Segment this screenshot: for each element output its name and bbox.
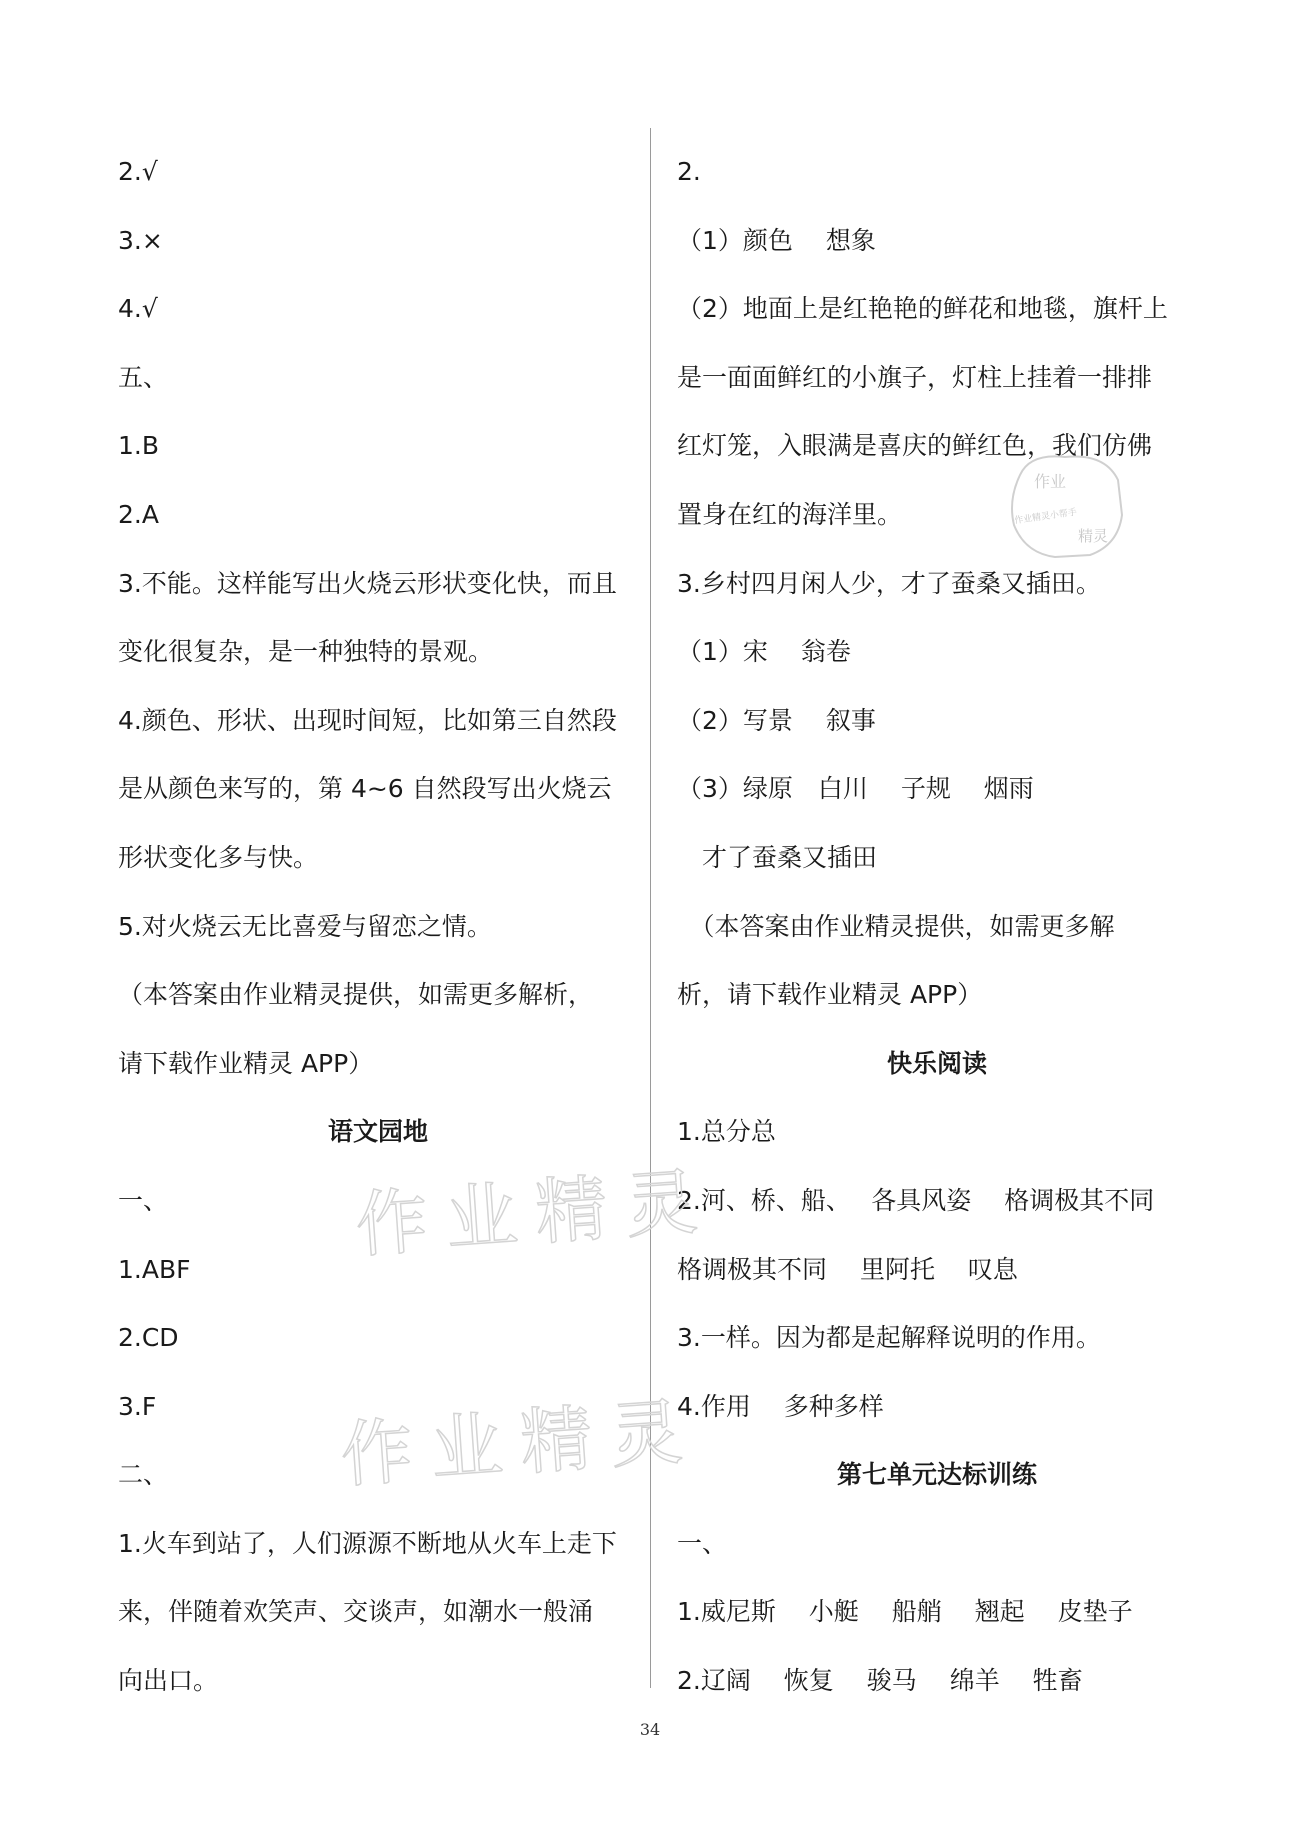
page-number: 34 xyxy=(639,1720,661,1739)
answer-line: 2.辽阔 恢复 骏马 绵羊 牲畜 xyxy=(677,1666,1083,1696)
answer-line: 2.√ xyxy=(118,157,158,186)
answer-line: 形状变化多与快。 xyxy=(118,842,319,872)
svg-text:精灵: 精灵 xyxy=(1078,527,1109,545)
answer-line: 1.ABF xyxy=(118,1254,191,1284)
answer-line: 4.颜色、形状、出现时间短，比如第三自然段 xyxy=(118,705,617,735)
svg-text:作业精灵小帮手: 作业精灵小帮手 xyxy=(1013,507,1078,527)
answer-line: 5.对火烧云无比喜爱与留恋之情。 xyxy=(118,911,492,941)
answer-line: （1）颜色 想象 xyxy=(677,225,876,255)
answer-line: 一、 xyxy=(677,1528,728,1558)
watermark-text: 作业精灵 xyxy=(352,1158,718,1268)
answer-line: 是从颜色来写的，第 4~6 自然段写出火烧云 xyxy=(118,774,612,804)
answer-line: 来，伴随着欢笑声、交谈声，如潮水一般涌 xyxy=(118,1597,594,1627)
answer-line: 4.√ xyxy=(118,294,158,324)
answer-line: （2）写景 叙事 xyxy=(677,705,876,735)
answer-line: 3.F xyxy=(118,1391,157,1421)
answer-line: （2）地面上是红艳艳的鲜花和地毯，旗杆上 xyxy=(677,294,1168,324)
answer-line: 置身在红的海洋里。 xyxy=(677,499,903,529)
answer-line: 二、 xyxy=(118,1460,169,1490)
answer-line: 红灯笼，入眼满是喜庆的鲜红色，我们仿佛 xyxy=(677,431,1153,461)
svg-text:作业: 作业 xyxy=(1034,472,1067,491)
column-divider xyxy=(650,128,651,1688)
answer-line: （本答案由作业精灵提供，如需更多解析， xyxy=(118,980,594,1010)
answer-line: 一、 xyxy=(118,1185,169,1215)
answer-line: （1）宋 翁卷 xyxy=(677,637,851,667)
answer-line: 3.一样。因为都是起解释说明的作用。 xyxy=(677,1323,1101,1353)
answer-line: 1.火车到站了，人们源源不断地从火车上走下 xyxy=(118,1528,617,1558)
answer-line: 五、 xyxy=(118,362,169,392)
answer-line: 2.A xyxy=(118,499,159,529)
answer-line: 3.不能。这样能写出火烧云形状变化快，而且 xyxy=(118,568,617,598)
answer-line: 1.威尼斯 小艇 船艄 翘起 皮垫子 xyxy=(677,1597,1133,1627)
answer-line: 向出口。 xyxy=(118,1666,219,1696)
answer-line: （3）绿原 白川 子规 烟雨 xyxy=(677,774,1034,804)
answer-line: 2.河、桥、船、 各具风姿 格调极其不同 xyxy=(677,1185,1155,1215)
watermark-text: 作业精灵 xyxy=(337,1388,703,1498)
answer-line: 3.乡村四月闲人少，才了蚕桑又插田。 xyxy=(677,568,1101,598)
section-heading: 语文园地 xyxy=(327,1117,428,1147)
answer-line: 1.总分总 xyxy=(677,1117,776,1147)
left-column xyxy=(118,138,638,1716)
answer-line: 变化很复杂，是一种独特的景观。 xyxy=(118,637,494,667)
answer-line: 4.作用 多种多样 xyxy=(677,1391,884,1421)
answer-line: 才了蚕桑又插田 xyxy=(677,842,878,872)
answer-line: 2. xyxy=(677,157,701,186)
answer-line: 析，请下载作业精灵 APP） xyxy=(677,980,983,1010)
answer-line: 3.× xyxy=(118,225,163,255)
section-heading: 快乐阅读 xyxy=(886,1048,987,1078)
answer-line: 请下载作业精灵 APP） xyxy=(118,1048,374,1078)
section-heading: 第七单元达标训练 xyxy=(836,1460,1037,1490)
answer-line: （本答案由作业精灵提供，如需更多解 xyxy=(677,911,1115,941)
right-column xyxy=(677,138,1197,1716)
answer-line: 格调极其不同 里阿托 叹息 xyxy=(677,1254,1018,1284)
answer-line: 是一面面鲜红的小旗子，灯柱上挂着一排排 xyxy=(677,362,1153,392)
answer-line: 1.B xyxy=(118,431,160,461)
answer-line: 2.CD xyxy=(118,1323,179,1353)
